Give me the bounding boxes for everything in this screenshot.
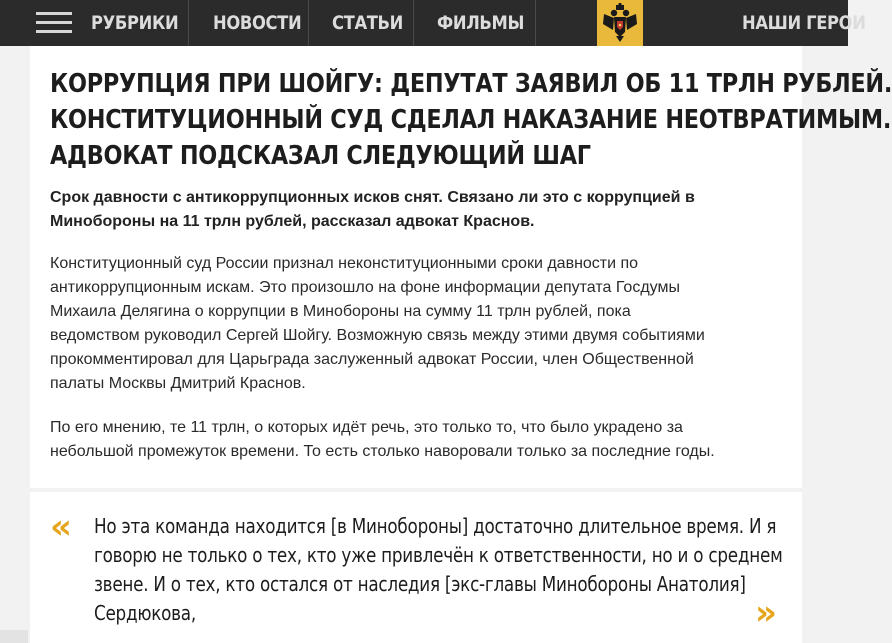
nav-separator xyxy=(413,0,414,46)
paragraph-line: ведомством руководил Сергей Шойгу. Возможную связь между этими двумя событиями xyxy=(50,327,705,344)
paragraph-line: небольшой промежуток времени. То есть столько наворовали только за последние годы. xyxy=(50,443,715,460)
article-paragraph xyxy=(50,416,790,464)
article-card xyxy=(30,46,892,488)
close-quote-icon: » xyxy=(755,593,777,633)
nav-item-films[interactable]: ФИЛЬМЫ xyxy=(437,12,525,34)
paragraph-line: Конституционный суд России признал неконституционными сроки давности по xyxy=(50,255,639,272)
nav-item-news[interactable]: НОВОСТИ xyxy=(213,12,302,34)
top-navigation-bar xyxy=(0,0,866,46)
nav-item-articles[interactable]: СТАТЬИ xyxy=(332,12,404,34)
paragraph-line: антикоррупционным искам. Это произошло на фоне информации депутата Госдумы xyxy=(50,279,680,296)
lead-line: Минобороны на 11 трлн рублей, рассказал адвокат Краснов. xyxy=(50,213,535,230)
nav-item-rubrics[interactable]: РУБРИКИ xyxy=(91,12,179,34)
headline-line: КОРРУПЦИЯ ПРИ ШОЙГУ: ДЕПУТАТ ЗАЯВИЛ ОБ 11 ТРЛН РУБЛЕЙ. xyxy=(50,69,892,99)
lead-line: Срок давности с антикоррупционных исков снят. Связано ли это с коррупцией в xyxy=(50,189,695,206)
quote-line: говорю не только о тех, кто уже привлечён к ответственности, но и о среднем xyxy=(94,543,783,567)
double-headed-eagle-icon[interactable] xyxy=(597,0,643,46)
quote-line: Но эта команда находится [в Минобороны] достаточно длительное время. И я xyxy=(94,514,777,538)
quote-line: звене. И о тех, кто остался от наследия [экс-главы Минобороны Анатолия] xyxy=(94,572,746,596)
open-quote-icon: « xyxy=(50,507,72,547)
nav-separator xyxy=(535,0,536,46)
quote-text xyxy=(94,512,783,628)
article-lead xyxy=(50,186,790,234)
corner-tab xyxy=(0,630,28,643)
article-paragraph xyxy=(50,252,790,396)
headline-line: АДВОКАТ ПОДСКАЗАЛ СЛЕДУЮЩИЙ ШАГ xyxy=(50,141,591,171)
paragraph-line: Михаила Делягина о коррупции в Минобороны на сумму 11 трлн рублей, пока xyxy=(50,303,631,320)
hamburger-menu-icon[interactable] xyxy=(36,12,72,34)
nav-separator xyxy=(188,0,189,46)
paragraph-line: палаты Москвы Дмитрий Краснов. xyxy=(50,375,306,392)
headline-line: КОНСТИТУЦИОННЫЙ СУД СДЕЛАЛ НАКАЗАНИЕ НЕОТВРАТИМЫМ. xyxy=(50,105,892,135)
paragraph-line: прокомментировал для Царьграда заслуженный адвокат России, член Общественной xyxy=(50,351,694,368)
quote-line: Сердюкова, xyxy=(94,601,196,625)
quote-block xyxy=(30,492,802,643)
paragraph-line: По его мнению, те 11 трлн, о которых идёт речь, это только то, что было украдено за xyxy=(50,419,683,436)
nav-item-our-heroes[interactable]: НАШИ ГЕРОИ xyxy=(742,12,866,34)
article-headline xyxy=(50,66,892,174)
nav-separator xyxy=(308,0,309,46)
